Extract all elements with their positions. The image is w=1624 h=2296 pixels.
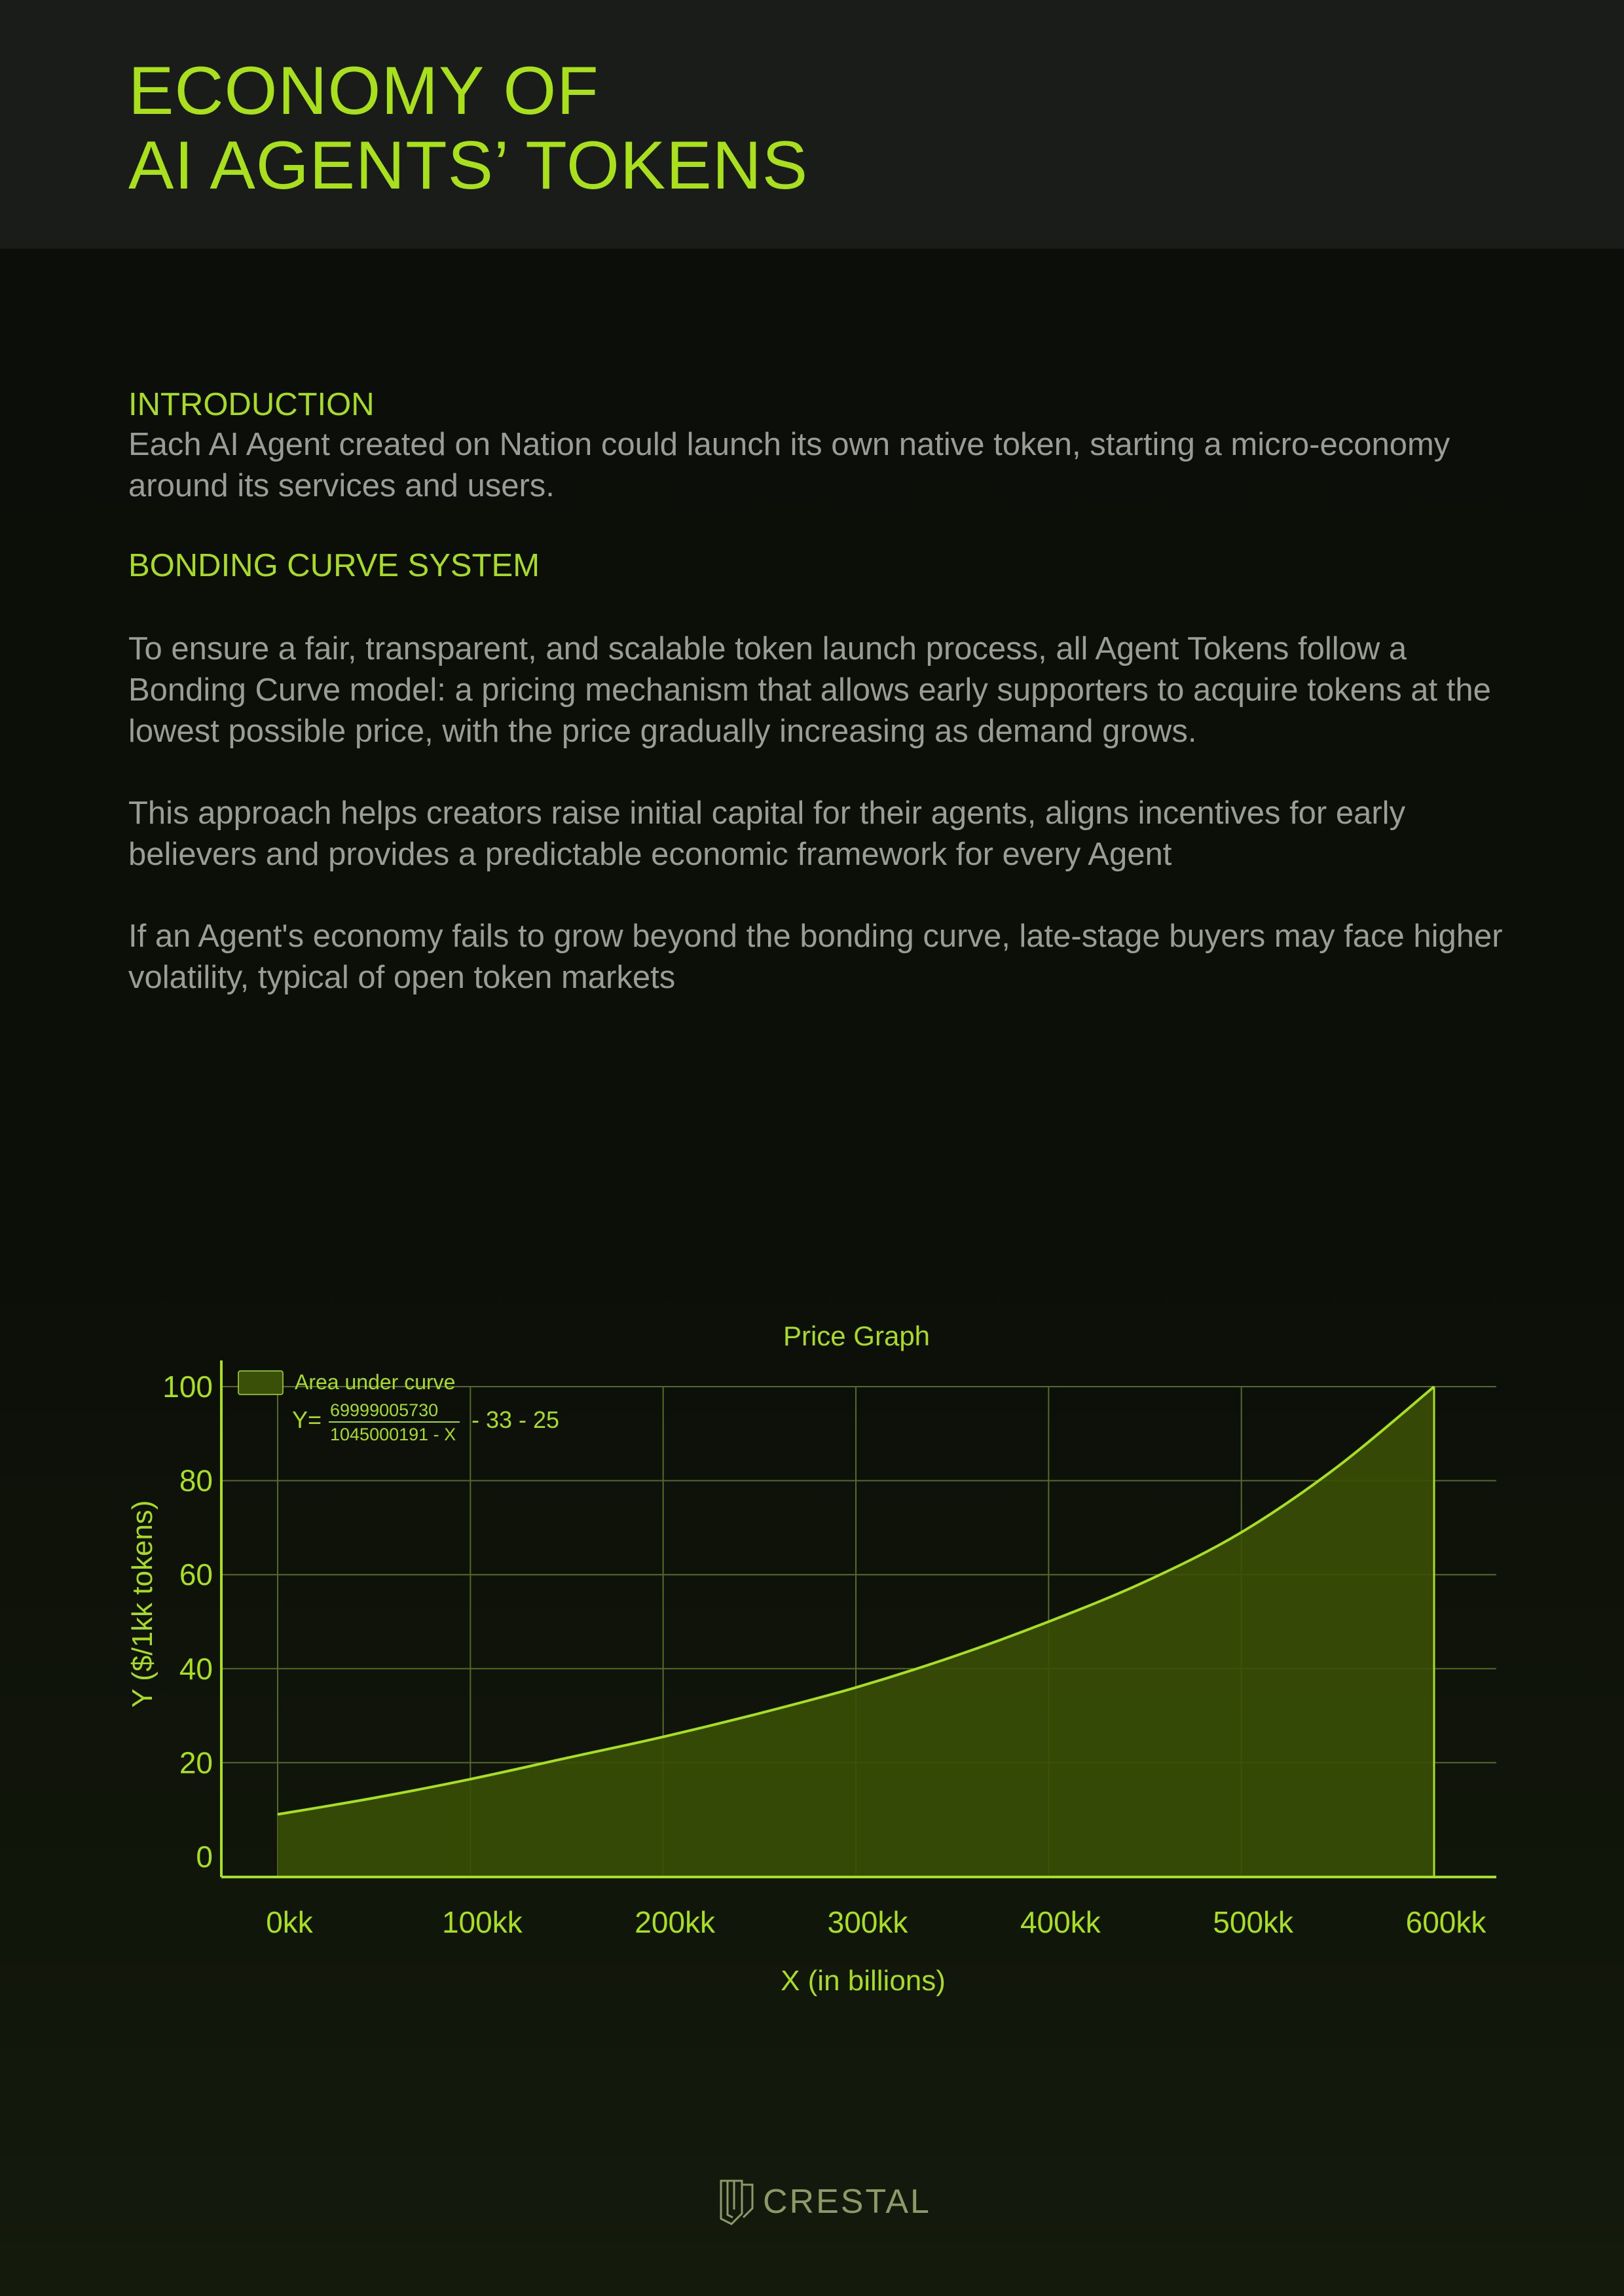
footer-brand (717, 2172, 931, 2231)
formula-suffix: - 33 - 25 (471, 1406, 560, 1433)
formula-numerator: 69999005730 (330, 1400, 439, 1420)
y-tick-20: 20 (179, 1745, 213, 1780)
formula (292, 1400, 559, 1444)
x-tick-5: 500kk (1213, 1905, 1294, 1939)
bonding-paragraph-1: To ensure a fair, transparent, and scalable token launch process, all Agent Tokens follow a Bonding Curve model: a pricing mechanism that allows early supporters to acquire tokens at the lowest possible price, with the price gradually increasing as demand grows. (128, 631, 1491, 749)
y-tick-40: 40 (179, 1651, 213, 1686)
legend-label: Area under curve (295, 1370, 456, 1394)
y-tick-labels (162, 1370, 213, 1874)
y-tick-60: 60 (179, 1558, 213, 1592)
bonding-curve-heading: BONDING CURVE SYSTEM (128, 548, 540, 583)
introduction-heading: INTRODUCTION (128, 387, 375, 422)
chart-title: Price Graph (783, 1321, 931, 1351)
legend-swatch (238, 1371, 283, 1394)
x-tick-1: 100kk (441, 1905, 523, 1939)
price-graph (0, 1303, 1624, 2023)
document-body (128, 385, 1510, 998)
page-title (128, 54, 808, 203)
x-tick-labels (266, 1905, 1486, 1939)
x-tick-2: 200kk (635, 1905, 716, 1939)
bonding-paragraph-2: This approach helps creators raise initial capital for their agents, aligns incentives for early believers and provides a predictable economic framework for every Agent (128, 795, 1406, 872)
brand-name: CRESTAL (763, 2183, 931, 2221)
title-line-1: ECONOMY OF (128, 53, 599, 129)
introduction-text: Each AI Agent created on Nation could launch its own native token, starting a micro-economy around its services and users. (128, 427, 1450, 503)
title-line-2: AI AGENTS’ TOKENS (128, 128, 809, 204)
price-graph-svg (0, 1303, 1624, 2023)
y-tick-0: 0 (196, 1840, 213, 1874)
x-tick-0: 0kk (266, 1905, 313, 1939)
x-tick-6: 600kk (1405, 1905, 1486, 1939)
formula-prefix: Y= (292, 1406, 322, 1433)
y-axis-label: Y ($/1kk tokens) (126, 1500, 158, 1708)
bonding-paragraph-3: If an Agent's economy fails to grow beyond the bonding curve, late-stage buyers may face higher volatility, typical of open token markets (128, 919, 1503, 995)
x-tick-4: 400kk (1020, 1905, 1101, 1939)
x-axis-label: X (in billions) (781, 1965, 946, 1997)
crestal-logo-icon (717, 2176, 756, 2228)
formula-denominator: 1045000191 - X (330, 1425, 456, 1444)
page-header (0, 0, 1624, 249)
x-tick-3: 300kk (827, 1905, 908, 1939)
y-tick-100: 100 (162, 1370, 213, 1404)
y-tick-80: 80 (179, 1463, 213, 1498)
